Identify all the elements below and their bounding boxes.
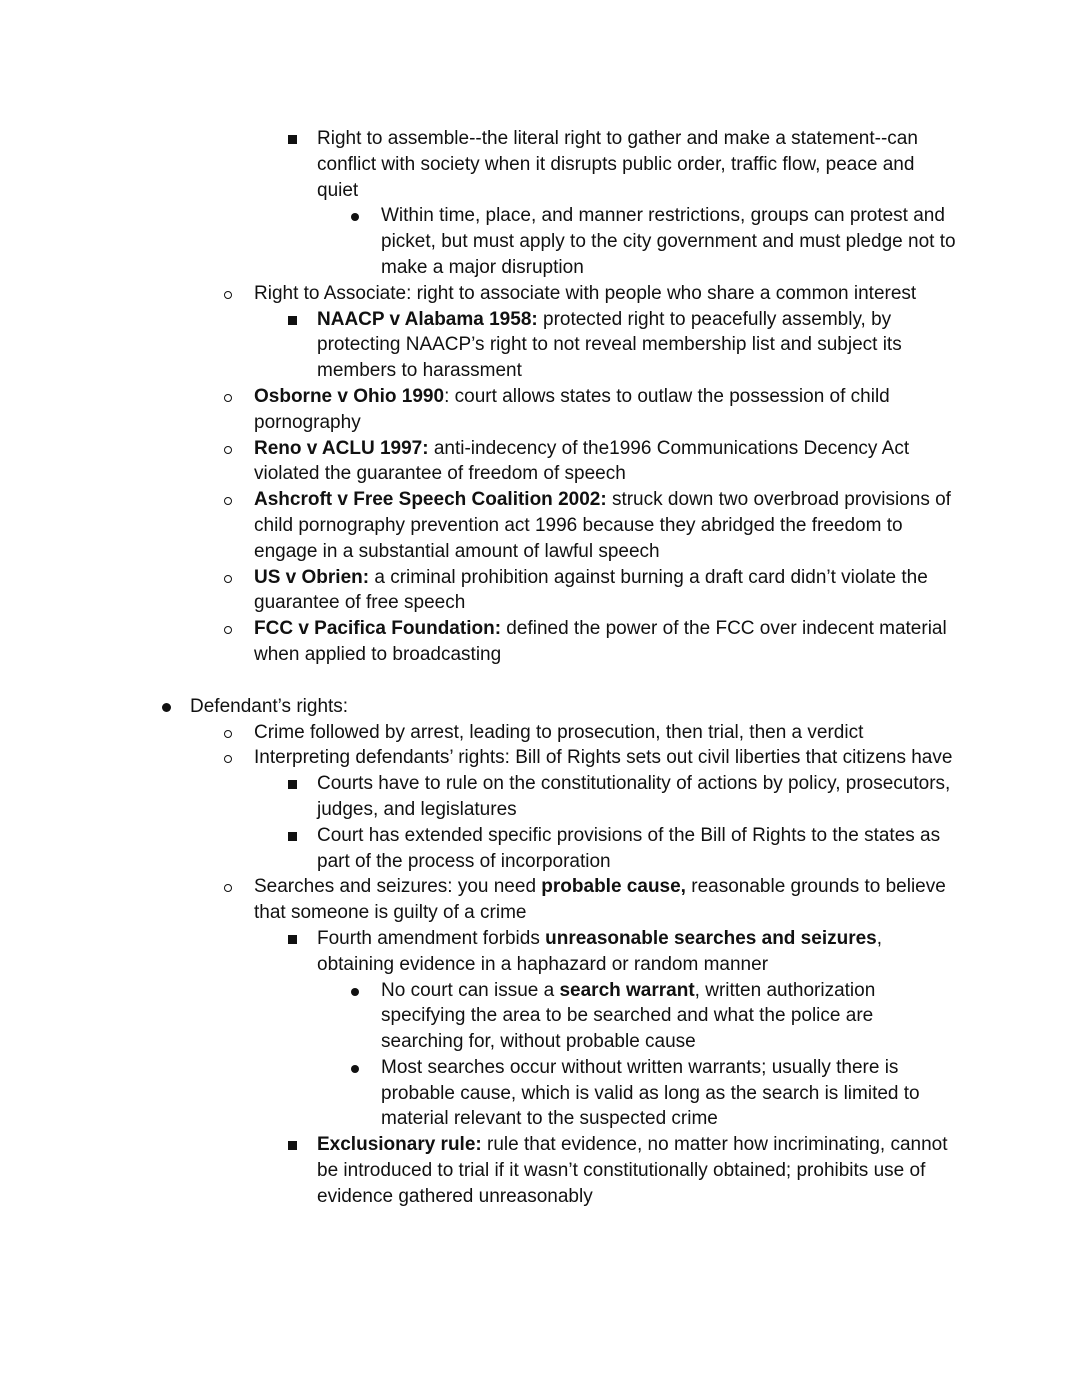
list-item-text: rule that evidence, no matter how incriminating, cannot be introduced to trial if it wasn’t constitutionally obtained; prohibits use of evidence gathered unreasonably [317, 1134, 948, 1207]
list-item-osborne-v-ohio [254, 384, 954, 436]
disc-bullet-icon [347, 1055, 363, 1081]
circle-bullet-icon [220, 874, 236, 900]
list-item-text: Within time, place, and manner restrictions, groups can protest and picket, but must apply to the city government and must pledge not to make a major disruption [381, 205, 956, 278]
list-item-text: Right to Associate: right to associate with people who share a common interest [254, 282, 917, 304]
list-item-text: a criminal prohibition against burning a draft card didn’t violate the guarantee of free speech [254, 566, 928, 614]
list-item-search-warrant [381, 978, 956, 1055]
list-item-ashcroft [254, 487, 954, 564]
square-bullet-icon [284, 771, 300, 797]
list-item-defendants-rights [190, 694, 950, 720]
circle-bullet-icon [220, 384, 236, 410]
list-item-text: : court allows states to outlaw the possession of child pornography [254, 385, 890, 433]
circle-bullet-icon [220, 281, 236, 307]
list-item-text: Crime followed by arrest, leading to prosecution, then trial, then a verdict [254, 721, 864, 743]
key-term: probable cause, [541, 876, 686, 898]
disc-bullet-icon [347, 978, 363, 1004]
square-bullet-icon [284, 307, 300, 333]
case-name: FCC v Pacifica Foundation: [254, 618, 502, 640]
list-item-text: No court can issue a [381, 979, 560, 1001]
case-name: Osborne v Ohio 1990 [254, 385, 445, 407]
list-item-exclusionary-rule [317, 1132, 953, 1209]
list-item-fourth-amendment [317, 926, 953, 978]
circle-bullet-icon [220, 487, 236, 513]
list-item-time-place-manner [381, 203, 956, 280]
list-item-text: Most searches occur without written warrants; usually there is probable cause, which is valid as long as the search is limited to material relevant to the suspected crime [381, 1056, 920, 1130]
list-item-searches-seizures [254, 874, 954, 926]
list-item-text: Fourth amendment forbids [317, 927, 546, 949]
list-item-us-v-obrien [254, 565, 954, 617]
list-item-text: Courts have to rule on the constitutionality of actions by policy, prosecutors, judges, and legislatures [317, 773, 951, 820]
key-term: unreasonable searches and seizures [545, 927, 877, 949]
circle-bullet-icon [220, 436, 236, 462]
key-term: Exclusionary rule: [317, 1134, 482, 1156]
list-item-text: protected right to peacefully assembly, by protecting NAACP’s right to not reveal membership list and subject its members to harassment [317, 308, 902, 382]
list-item-text: Right to assemble--the literal right to gather and make a statement--can conflict with society when it disrupts public order, traffic flow, peace and quiet [317, 128, 918, 201]
notes-page [0, 126, 1080, 1210]
list-item-text: Court has extended specific provisions of the Bill of Rights to the states as part of the process of incorporation [317, 824, 941, 872]
list-item-right-to-assemble [317, 126, 953, 203]
list-item-crime [254, 720, 954, 746]
circle-bullet-icon [220, 720, 236, 746]
list-item-naacp-v-alabama [317, 307, 953, 384]
case-name: Reno v ACLU 1997: [254, 437, 429, 459]
list-item-text: , written authorization specifying the area to be searched and what the police are searching for, without probable cause [381, 979, 876, 1053]
disc-bullet-icon [158, 694, 174, 720]
square-bullet-icon [284, 126, 300, 152]
list-item-extended [317, 823, 953, 875]
list-item-text: struck down two overbroad provisions of child pornography prevention act 1996 because they abridged the freedom to engage in a substantial amount of lawful speech [254, 489, 951, 562]
case-name: NAACP v Alabama 1958: [317, 308, 538, 330]
square-bullet-icon [284, 926, 300, 952]
key-term: search warrant [559, 979, 695, 1001]
case-name: Ashcroft v Free Speech Coalition 2002: [254, 489, 607, 511]
list-item-most-searches [381, 1055, 956, 1132]
list-item-text: defined the power of the FCC over indecent material when applied to broadcasting [254, 618, 947, 665]
circle-bullet-icon [220, 616, 236, 642]
list-item-text: Searches and seizures: you need [254, 876, 542, 898]
list-item-text: reasonable grounds to believe that someone is guilty of a crime [254, 876, 946, 924]
case-name: US v Obrien: [254, 566, 370, 588]
list-item-text: Defendant’s rights: [190, 695, 349, 717]
list-item-courts [317, 771, 953, 823]
circle-bullet-icon [220, 565, 236, 591]
list-item-reno-v-aclu [254, 436, 954, 488]
circle-bullet-icon [220, 745, 236, 771]
list-item-text: Interpreting defendants’ rights: Bill of Rights sets out civil liberties that citizens have [254, 747, 953, 769]
list-item-fcc-v-pacifica [254, 616, 954, 668]
square-bullet-icon [284, 1132, 300, 1158]
disc-bullet-icon [347, 203, 363, 229]
list-item-text: , obtaining evidence in a haphazard or random manner [317, 927, 883, 975]
square-bullet-icon [284, 823, 300, 849]
list-item-right-to-associate [254, 281, 954, 307]
list-item-interpreting [254, 745, 954, 771]
spacer [0, 668, 1080, 694]
list-item-text: anti-indecency of the1996 Communications Decency Act violated the guarantee of freedom of speech [254, 437, 910, 485]
